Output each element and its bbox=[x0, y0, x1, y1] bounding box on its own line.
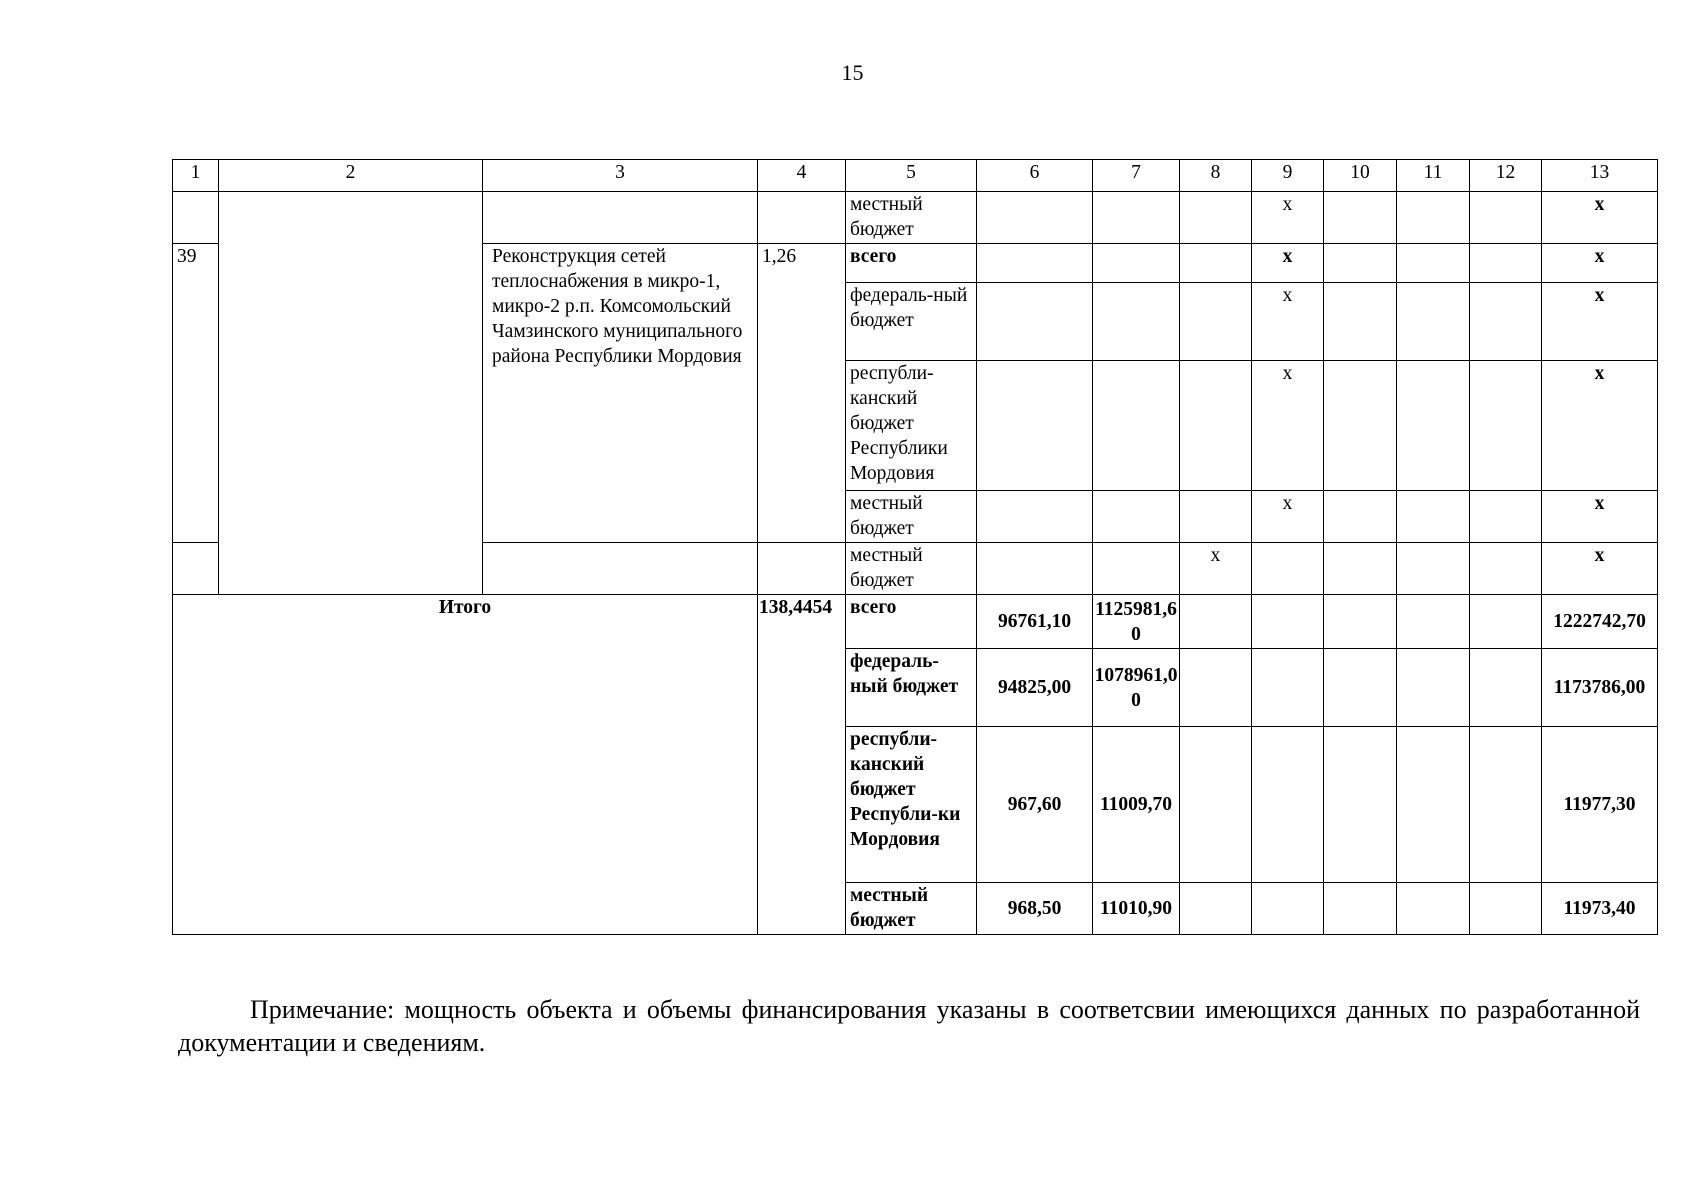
table-cell bbox=[1470, 192, 1542, 244]
col-header: 8 bbox=[1180, 160, 1252, 192]
table-cell bbox=[1180, 649, 1252, 727]
table-cell bbox=[1324, 192, 1397, 244]
table-cell bbox=[1397, 491, 1470, 543]
table-cell bbox=[1397, 192, 1470, 244]
table-cell bbox=[1397, 883, 1470, 935]
table-cell bbox=[1324, 727, 1397, 883]
table-cell bbox=[1397, 361, 1470, 491]
budget-type-cell: местный бюджет bbox=[846, 491, 977, 543]
table-cell bbox=[483, 192, 758, 244]
total-row bbox=[173, 595, 1658, 649]
table-cell bbox=[1397, 283, 1470, 361]
table-row bbox=[173, 192, 1658, 244]
mark-cell: x bbox=[1252, 361, 1324, 491]
table-cell bbox=[1324, 491, 1397, 543]
budget-type-cell: республи-канский бюджет Республики Мордовия bbox=[846, 361, 977, 491]
table-cell bbox=[977, 543, 1093, 595]
col-header: 6 bbox=[977, 160, 1093, 192]
budget-type-cell: местный бюджет bbox=[846, 543, 977, 595]
table-cell bbox=[1180, 883, 1252, 935]
col-header: 9 bbox=[1252, 160, 1324, 192]
table-cell bbox=[1324, 244, 1397, 283]
table-cell bbox=[977, 283, 1093, 361]
table-cell bbox=[1324, 883, 1397, 935]
mark-cell: x bbox=[1252, 491, 1324, 543]
table-cell bbox=[1093, 283, 1180, 361]
amount-cell: 1125981,60 bbox=[1093, 595, 1180, 649]
table-cell bbox=[758, 543, 846, 595]
table-cell bbox=[1252, 543, 1324, 595]
amount-cell: 967,60 bbox=[977, 727, 1093, 883]
table-cell bbox=[219, 244, 483, 543]
budget-type-cell: федераль-ный бюджет bbox=[846, 283, 977, 361]
table-cell bbox=[1397, 595, 1470, 649]
table-cell bbox=[1093, 361, 1180, 491]
table-cell bbox=[977, 361, 1093, 491]
col-header: 10 bbox=[1324, 160, 1397, 192]
table-cell bbox=[1470, 883, 1542, 935]
object-name-cell: Реконструкция сетей теплоснабжения в микро-1, микро-2 р.п. Комсомольский Чамзинского муниципального района Республики Мордовия bbox=[483, 244, 758, 543]
col-header: 12 bbox=[1470, 160, 1542, 192]
budget-type-cell: местный бюджет bbox=[846, 883, 977, 935]
col-header: 7 bbox=[1093, 160, 1180, 192]
amount-cell: 1222742,70 bbox=[1542, 595, 1658, 649]
table-cell bbox=[1093, 192, 1180, 244]
table-cell bbox=[1252, 649, 1324, 727]
table-cell bbox=[1397, 244, 1470, 283]
total-label-cell: Итого bbox=[173, 595, 758, 935]
header-row bbox=[173, 160, 1658, 192]
table-cell bbox=[977, 192, 1093, 244]
table-cell bbox=[173, 192, 219, 244]
table-cell bbox=[1180, 192, 1252, 244]
col-header: 4 bbox=[758, 160, 846, 192]
budget-type-cell: всего bbox=[846, 244, 977, 283]
table-cell bbox=[1093, 491, 1180, 543]
table-cell bbox=[977, 244, 1093, 283]
footnote: Примечание: мощность объекта и объемы финансирования указаны в соответсвии имеющихся данных по разработанной документации и сведениям. bbox=[178, 995, 1640, 1057]
mark-cell: x bbox=[1542, 361, 1658, 491]
table-cell bbox=[1180, 361, 1252, 491]
budget-type-cell: республи-канский бюджет Республи-ки Мордовия bbox=[846, 727, 977, 883]
table-cell bbox=[1470, 727, 1542, 883]
amount-cell: 94825,00 bbox=[977, 649, 1093, 727]
amount-cell: 968,50 bbox=[977, 883, 1093, 935]
table-cell bbox=[1252, 595, 1324, 649]
budget-type-cell: местный бюджет bbox=[846, 192, 977, 244]
table-cell bbox=[1470, 595, 1542, 649]
budget-type-cell: всего bbox=[846, 595, 977, 649]
col-header: 5 bbox=[846, 160, 977, 192]
mark-cell: x bbox=[1542, 192, 1658, 244]
table-cell bbox=[219, 192, 483, 244]
total-capacity-cell: 138,4454 bbox=[758, 595, 846, 935]
amount-cell: 11977,30 bbox=[1542, 727, 1658, 883]
table-cell bbox=[1324, 283, 1397, 361]
table-cell bbox=[1470, 283, 1542, 361]
amount-cell: 96761,10 bbox=[977, 595, 1093, 649]
table-cell bbox=[1397, 543, 1470, 595]
mark-cell: x bbox=[1542, 283, 1658, 361]
mark-cell: x bbox=[1542, 244, 1658, 283]
mark-cell: x bbox=[1542, 491, 1658, 543]
table-cell bbox=[1397, 727, 1470, 883]
amount-cell: 1173786,00 bbox=[1542, 649, 1658, 727]
col-header: 1 bbox=[173, 160, 219, 192]
mark-cell: x bbox=[1542, 543, 1658, 595]
col-header: 13 bbox=[1542, 160, 1658, 192]
table-cell bbox=[1180, 283, 1252, 361]
amount-cell: 11010,90 bbox=[1093, 883, 1180, 935]
table-cell bbox=[1180, 244, 1252, 283]
table-cell bbox=[173, 543, 219, 595]
budget-table bbox=[172, 159, 1658, 935]
mark-cell: x bbox=[1252, 244, 1324, 283]
table-cell bbox=[1180, 727, 1252, 883]
mark-cell: x bbox=[1252, 192, 1324, 244]
table-cell bbox=[1470, 244, 1542, 283]
table-cell bbox=[219, 543, 483, 595]
page-number: 15 bbox=[841, 60, 864, 85]
table-cell bbox=[1093, 543, 1180, 595]
table-cell bbox=[758, 192, 846, 244]
amount-cell: 11973,40 bbox=[1542, 883, 1658, 935]
row-number-cell: 39 bbox=[173, 244, 219, 543]
col-header: 2 bbox=[219, 160, 483, 192]
table-row bbox=[173, 244, 1658, 283]
mark-cell: x bbox=[1180, 543, 1252, 595]
table-cell bbox=[1397, 649, 1470, 727]
table-cell bbox=[1324, 649, 1397, 727]
table-cell bbox=[1324, 595, 1397, 649]
table-cell bbox=[1470, 543, 1542, 595]
table-cell bbox=[1324, 361, 1397, 491]
col-header: 11 bbox=[1397, 160, 1470, 192]
table-cell bbox=[1470, 361, 1542, 491]
amount-cell: 1078961,00 bbox=[1093, 649, 1180, 727]
table-cell bbox=[1180, 491, 1252, 543]
table-cell bbox=[1470, 649, 1542, 727]
table-row bbox=[173, 543, 1658, 595]
amount-cell: 11009,70 bbox=[1093, 727, 1180, 883]
capacity-cell: 1,26 bbox=[758, 244, 846, 543]
col-header: 3 bbox=[483, 160, 758, 192]
table-cell bbox=[1252, 883, 1324, 935]
mark-cell: x bbox=[1252, 283, 1324, 361]
budget-type-cell: федераль-ный бюджет bbox=[846, 649, 977, 727]
table-cell bbox=[1180, 595, 1252, 649]
table-cell bbox=[1093, 244, 1180, 283]
table-cell bbox=[977, 491, 1093, 543]
table-cell bbox=[1252, 727, 1324, 883]
table-cell bbox=[1324, 543, 1397, 595]
table-cell bbox=[1470, 491, 1542, 543]
table-cell bbox=[483, 543, 758, 595]
